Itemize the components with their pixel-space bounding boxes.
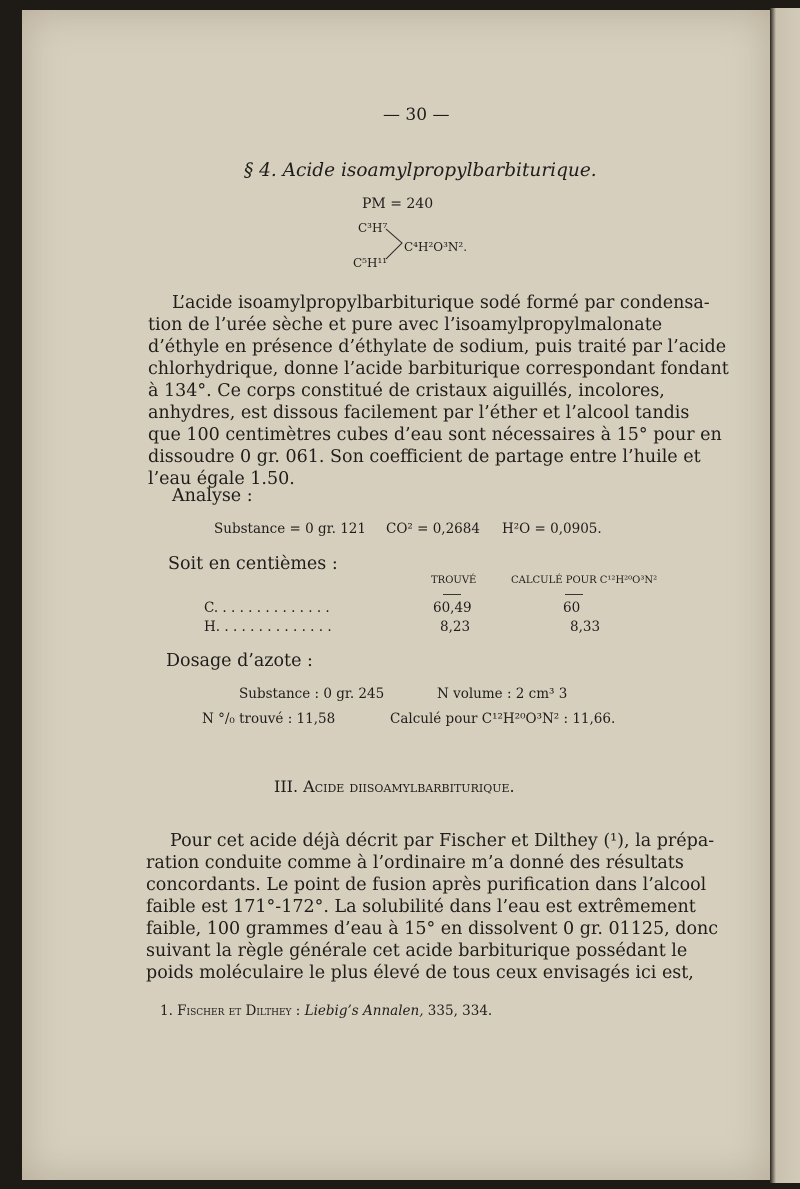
- text-line: faible est 171°-172°. La solubilité dans l’eau est extrêmement: [146, 897, 696, 917]
- formula-core: C⁴H²O³N².: [404, 240, 468, 254]
- text-line: ration conduite comme à l’ordinaire m’a donné des résultats: [146, 853, 684, 873]
- azote-trouve: N °/₀ trouvé : 11,58: [202, 711, 336, 727]
- text-line: concordants. Le point de fusion après purification dans l’alcool: [146, 875, 707, 895]
- paragraph-2: [146, 830, 719, 984]
- text-line: d’éthyle en présence d’éthylate de sodium, puis traité par l’acide: [148, 337, 727, 357]
- azote-label: Dosage d’azote :: [166, 651, 313, 671]
- text-line: L’acide isoamylpropylbarbiturique sodé formé par condensa-: [172, 293, 710, 313]
- analyse-h2o: H²O = 0,0905.: [502, 521, 602, 537]
- azote-substance: Substance : 0 gr. 245: [239, 686, 385, 702]
- analyse-substance: Substance = 0 gr. 121: [214, 521, 366, 537]
- text-line: à 134°. Ce corps constitué de cristaux aiguillés, incolores,: [148, 381, 665, 401]
- footnote-journal: Liebig’s Annalen,: [304, 1003, 424, 1019]
- row-trouve: 60,49: [433, 600, 472, 616]
- text-line: dissoudre 0 gr. 061. Son coefficient de partage entre l’huile et: [148, 447, 701, 467]
- page-number: — 30 —: [383, 105, 450, 125]
- header-trouve: TROUVÉ: [431, 575, 477, 586]
- text-line: suivant la règle générale cet acide barbiturique possédant le: [146, 941, 688, 961]
- row-element: C. . . . . . . . . . . . . .: [204, 600, 330, 616]
- row-trouve: 8,23: [440, 619, 471, 635]
- rule: [443, 594, 461, 595]
- formula-bracket: [384, 225, 406, 263]
- row-calcule: 60: [563, 600, 581, 616]
- footnote-ref: 335, 334.: [427, 1003, 493, 1019]
- header-calcule: CALCULÉ POUR C¹²H²⁰O³N²: [511, 575, 658, 586]
- footnote: [160, 1003, 492, 1019]
- text-line: que 100 centimètres cubes d’eau sont nécessaires à 15° pour en: [148, 425, 722, 445]
- section-iii-heading: III. Acide diisoamylbarbiturique.: [274, 777, 515, 796]
- row-element: H. . . . . . . . . . . . . .: [204, 619, 332, 635]
- text-line: l’eau égale 1.50.: [148, 469, 295, 489]
- row-calcule: 8,33: [570, 619, 601, 635]
- azote-volume: N volume : 2 cm³ 3: [437, 686, 568, 702]
- section-title: § 4. Acide isoamylpropylbarbiturique.: [244, 160, 597, 181]
- analyse-co2: CO² = 0,2684: [386, 521, 480, 537]
- azote-calcule: Calculé pour C¹²H²⁰O³N² : 11,66.: [390, 711, 616, 727]
- next-page-edge: [770, 8, 800, 1183]
- text-line: tion de l’urée sèche et pure avec l’isoamylpropylmalonate: [148, 315, 663, 335]
- text-line: chlorhydrique, donne l’acide barbiturique correspondant fondant: [148, 359, 729, 379]
- formula-propyl: C³H⁷: [358, 221, 388, 235]
- analyse-label: Analyse :: [172, 486, 253, 506]
- formula-isoamyl: C⁵H¹¹: [353, 256, 388, 270]
- footnote-authors: 1. Fischer et Dilthey :: [160, 1003, 301, 1019]
- centiemes-label: Soit en centièmes :: [168, 554, 338, 574]
- rule: [565, 594, 583, 595]
- molecular-weight: PM = 240: [362, 196, 434, 212]
- text-line: poids moléculaire le plus élevé de tous ceux envisagés ici est,: [146, 963, 694, 983]
- text-line: faible, 100 grammes d’eau à 15° en dissolvent 0 gr. 01125, donc: [146, 919, 719, 939]
- paragraph-1: [148, 292, 729, 490]
- text-line: anhydres, est dissous facilement par l’éther et l’alcool tandis: [148, 403, 690, 423]
- text-line: Pour cet acide déjà décrit par Fischer et Dilthey (¹), la prépa-: [170, 831, 715, 851]
